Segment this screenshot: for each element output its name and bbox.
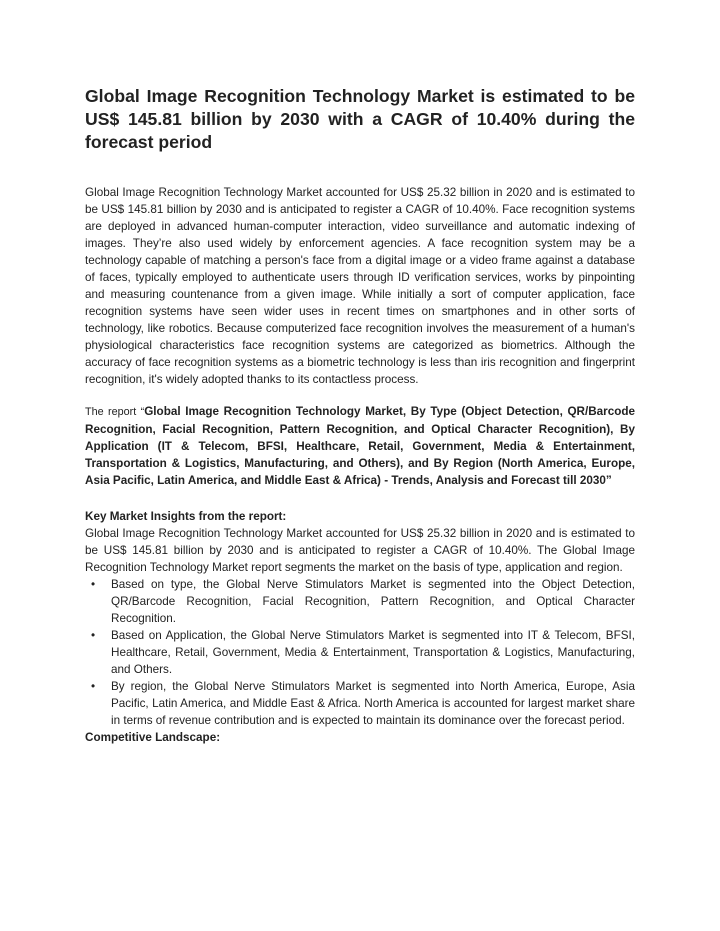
insights-section bbox=[85, 508, 635, 746]
competitive-landscape-heading: Competitive Landscape: bbox=[85, 731, 221, 744]
bullet-icon: • bbox=[91, 629, 96, 642]
insights-paragraph: Global Image Recognition Technology Market accounted for US$ 25.32 billion in 2020 and is estimated to be US$ 145.81 billion by 2030 and is anticipated to register a CAGR of 10.40%. The Global Image Recognition Technology Market report segments the market on the basis of type, application and region. bbox=[85, 527, 635, 574]
document-title: Global Image Recognition Technology Market is estimated to be US$ 145.81 billion by 2030 with a CAGR of 10.40% during the forecast period bbox=[85, 86, 635, 152]
list-item-text: Based on type, the Global Nerve Stimulators Market is segmented into the Object Detection, QR/Barcode Recognition, Facial Recognition, Pattern Recognition, and Optical Character Recognition. bbox=[111, 578, 635, 625]
insights-bullet-list bbox=[85, 576, 635, 729]
bullet-icon: • bbox=[91, 680, 96, 693]
list-item bbox=[85, 576, 635, 627]
list-item bbox=[85, 678, 635, 729]
report-paragraph bbox=[85, 403, 635, 489]
insights-heading: Key Market Insights from the report: bbox=[85, 510, 287, 523]
report-title: Global Image Recognition Technology Market, By Type (Object Detection, QR/Barcode Recognition, Facial Recognition, Pattern Recognition, and Optical Character Recognition), By Application (IT & Telecom, BFSI, Healthcare, Retail, Government, Media & Entertainment, Transportation & Logistics, Manufacturing, and Others), and By Region (North America, Europe, Asia Pacific, Latin America, and Middle East & Africa) - Trends, Analysis and Forecast till 2030” bbox=[85, 405, 636, 487]
list-item-text: By region, the Global Nerve Stimulators Market is segmented into North America, Europe, Asia Pacific, Latin America, and Middle East & Africa. North America is accounted for largest market share in terms of revenue contribution and is expected to maintain its dominance over the forecast period. bbox=[111, 680, 635, 727]
list-item bbox=[85, 627, 635, 678]
list-item-text: Based on Application, the Global Nerve Stimulators Market is segmented into IT & Telecom, BFSI, Healthcare, Retail, Government, Media & Entertainment, Transportation & Logistics, Manufacturing, and Others. bbox=[111, 629, 635, 676]
intro-paragraph: Global Image Recognition Technology Market accounted for US$ 25.32 billion in 2020 and is estimated to be US$ 145.81 billion by 2030 and is anticipated to register a CAGR of 10.40%. Face recognition systems are deployed in advanced human-computer interaction, video surveillance and automatic indexing of images. They’re also used widely by enforcement agencies. A face recognition system may be a technology capable of matching a person's face from a digital image or a video frame against a database of faces, typically employed to authenticate users through ID verification services, works by pinpointing and measuring countenance from a given image. While initially a sort of computer application, face recognition systems have seen wider uses in recent times on smartphones and in other sorts of technology, like robotics. Because computerized face recognition involves the measurement of a human's physiological characteristics face recognition systems are categorized as biometrics. Although the accuracy of face recognition systems as a biometric technology is less than iris recognition and fingerprint recognition, it's widely adopted thanks to its contactless process. bbox=[85, 186, 635, 386]
bullet-icon: • bbox=[91, 578, 96, 591]
document-page bbox=[85, 85, 635, 746]
report-lead: The report “ bbox=[85, 406, 145, 418]
